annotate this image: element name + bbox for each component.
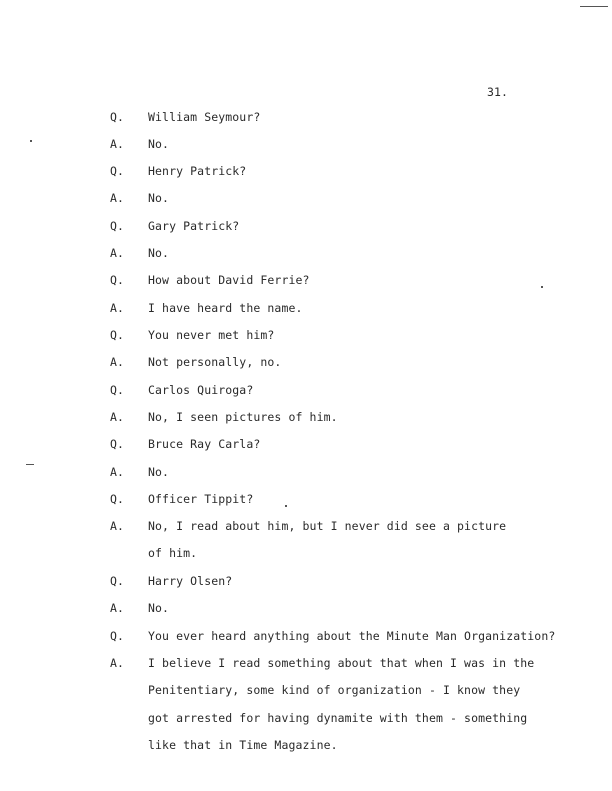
- line-text: I believe I read something about that when I was in the: [148, 656, 535, 670]
- speaker-label: A.: [110, 465, 125, 479]
- speaker-label: Q.: [110, 574, 125, 588]
- stray-dot: [541, 286, 543, 288]
- line-text: How about David Ferrie?: [148, 273, 310, 287]
- speaker-label: A.: [110, 519, 125, 533]
- speaker-label: A.: [110, 656, 125, 670]
- line-text: No.: [148, 465, 170, 479]
- line-text: Officer Tippit?: [148, 492, 254, 506]
- margin-dash: [26, 464, 34, 465]
- line-text: No.: [148, 246, 170, 260]
- line-text: William Seymour?: [148, 110, 261, 124]
- line-text: Gary Patrick?: [148, 219, 240, 233]
- stray-dot: [285, 505, 287, 507]
- line-text: No.: [148, 137, 170, 151]
- line-text: Harry Olsen?: [148, 574, 233, 588]
- speaker-label: Q.: [110, 383, 125, 397]
- speaker-label: Q.: [110, 219, 125, 233]
- speaker-label: Q.: [110, 110, 125, 124]
- speaker-label: A.: [110, 137, 125, 151]
- speaker-label: Q.: [110, 164, 125, 178]
- speaker-label: A.: [110, 410, 125, 424]
- line-text: You ever heard anything about the Minute Man Organization?: [148, 629, 556, 643]
- line-text: Penitentiary, some kind of organization - I know they: [148, 683, 521, 697]
- page-number: 31.: [487, 85, 509, 99]
- line-text: got arrested for having dynamite with them - something: [148, 711, 528, 725]
- speaker-label: A.: [110, 191, 125, 205]
- line-text: Henry Patrick?: [148, 164, 247, 178]
- line-text: No, I seen pictures of him.: [148, 410, 338, 424]
- line-text: like that in Time Magazine.: [148, 738, 338, 752]
- line-text: I have heard the name.: [148, 301, 303, 315]
- line-text: No.: [148, 191, 170, 205]
- corner-scan-mark: [580, 6, 608, 7]
- line-text: No, I read about him, but I never did see a picture: [148, 519, 507, 533]
- speaker-label: A.: [110, 601, 125, 615]
- speaker-label: A.: [110, 246, 125, 260]
- margin-speck: [30, 140, 32, 142]
- speaker-label: Q.: [110, 492, 125, 506]
- speaker-label: A.: [110, 355, 125, 369]
- speaker-label: A.: [110, 301, 125, 315]
- speaker-label: Q.: [110, 273, 125, 287]
- line-text: Carlos Quiroga?: [148, 383, 254, 397]
- line-text: Not personally, no.: [148, 355, 282, 369]
- speaker-label: Q.: [110, 328, 125, 342]
- line-text: No.: [148, 601, 170, 615]
- line-text: Bruce Ray Carla?: [148, 437, 261, 451]
- speaker-label: Q.: [110, 629, 125, 643]
- line-text: of him.: [148, 546, 198, 560]
- line-text: You never met him?: [148, 328, 275, 342]
- speaker-label: Q.: [110, 437, 125, 451]
